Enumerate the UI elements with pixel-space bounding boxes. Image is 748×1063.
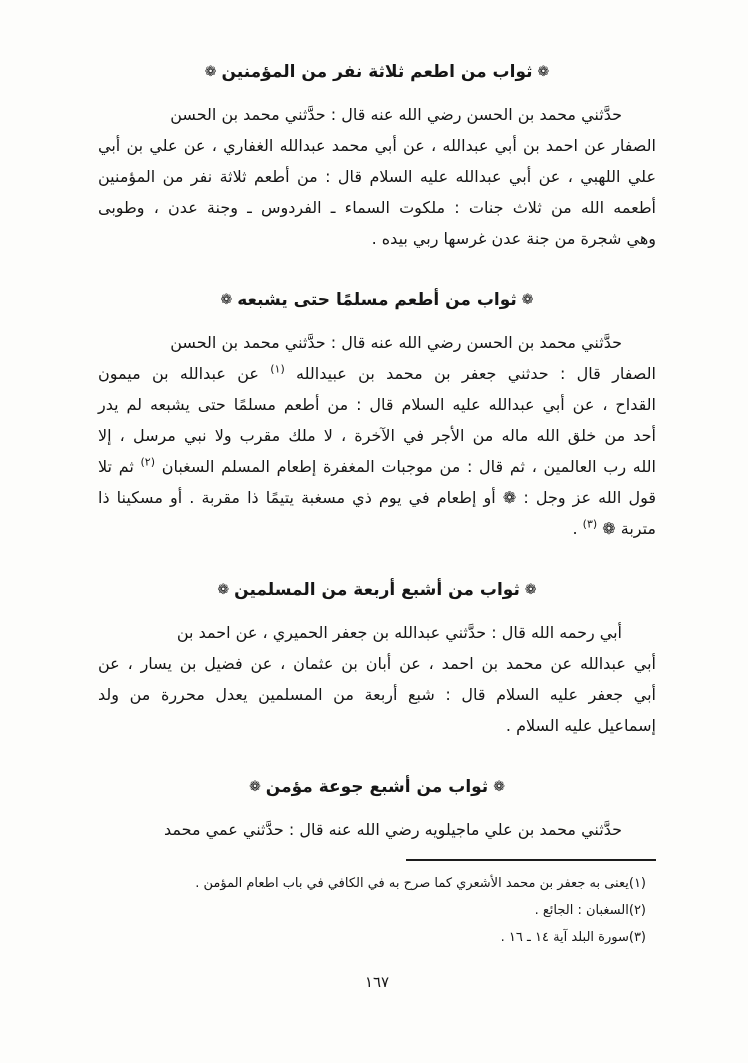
floral-ornament-icon: ❁ xyxy=(493,779,505,795)
text-line: أطعمه الله من ثلاث جنات : ملكوت السماء ـ الفردوس ـ وجنة عدن ، وطوبى xyxy=(98,198,656,217)
floral-ornament-icon: ❁ xyxy=(217,582,230,598)
text-line: قول الله عز وجل : ❁ أو إطعام في يوم ذي مسغبة يتيمًا ذا مقربة . أو مسكينا ذا xyxy=(98,488,656,507)
text-block xyxy=(98,58,656,991)
text-line: حدَّثني محمد بن الحسن رضي الله عنه قال : حدَّثني محمد بن الحسن xyxy=(170,105,622,124)
footnotes-block xyxy=(98,870,656,951)
text-line: حدَّثني محمد بن الحسن رضي الله عنه قال : حدَّثني محمد بن الحسن xyxy=(170,333,622,352)
section-reward-feeding-three-believers xyxy=(98,58,656,254)
text-line: الصفار قال : حدثني جعفر بن محمد بن عبيدالله $^{(١)}$ عن عبدالله بن ميمون xyxy=(98,362,657,383)
text-line: أبي جعفر عليه السلام قال : شبع أربعة من المسلمين يعدل محررة من ولد xyxy=(98,685,656,704)
floral-ornament-icon: ❁ xyxy=(521,292,534,308)
section-reward-satiating-four-muslims xyxy=(98,576,656,741)
hadith-paragraph xyxy=(98,814,656,845)
section-heading-text: ثواب من أشبع أربعة من المسلمين xyxy=(234,580,520,600)
floral-ornament-icon: ❁ xyxy=(249,779,261,795)
floral-ornament-icon: ❁ xyxy=(537,64,550,80)
text-line: حدَّثني محمد بن علي ماجيلويه رضي الله عنه قال : حدَّثني عمي محمد xyxy=(164,820,622,839)
text-line: الصفار عن احمد بن أبي عبدالله ، عن أبي محمد عبدالله الغفاري ، عن علي بن أبي xyxy=(98,136,656,155)
section-heading xyxy=(98,286,656,315)
footnote-2: (٢)السغبان : الجائع . xyxy=(534,903,646,918)
floral-ornament-icon: ❁ xyxy=(204,64,217,80)
section-heading xyxy=(98,576,656,605)
footnote-1: (١)يعنى به جعفر بن محمد الأشعري كما صرح به في الكافي في باب اطعام المؤمن . xyxy=(195,876,646,891)
text-line: الله رب العالمين ، ثم قال : من موجبات المغفرة إطعام المسلم السغبان $^{(٢)}$ ثم تلا xyxy=(98,455,656,476)
footnote-3: (٣)سورة البلد آية ١٤ ـ ١٦ . xyxy=(500,930,646,945)
footnote-separator xyxy=(406,859,656,861)
section-heading xyxy=(98,58,656,87)
section-heading xyxy=(98,773,656,802)
text-line: متربة ❁ $^{(٣)}$ . xyxy=(572,517,656,538)
text-line: أحد من خلق الله ماله من الأجر في الآخرة ، لا ملك مقرب ولا نبي مرسل ، إلا xyxy=(98,426,656,445)
text-line: وهي شجرة من جنة عدن غرسها ربي بيده . xyxy=(371,229,656,248)
text-line: القداح ، عن أبي عبدالله عليه السلام قال : من أطعم مسلمًا حتى يشبعه لم يدر xyxy=(98,395,656,414)
text-line: علي اللهبي ، عن أبي عبدالله عليه السلام قال : من أطعم ثلاثة نفر من المؤمنين xyxy=(98,167,656,186)
floral-ornament-icon: ❁ xyxy=(220,292,233,308)
hadith-paragraph xyxy=(98,617,656,741)
section-reward-satiating-hungry-believer xyxy=(98,773,656,845)
floral-ornament-icon: ❁ xyxy=(524,582,537,598)
text-line: أبي عبدالله عن محمد بن احمد ، عن أبان بن عثمان ، عن فضيل بن يسار ، عن xyxy=(98,654,656,673)
hadith-paragraph xyxy=(98,99,656,254)
section-heading-text: ثواب من أطعم مسلمًا حتى يشبعه xyxy=(237,290,517,310)
text-line: أبي رحمه الله قال : حدَّثني عبدالله بن جعفر الحميري ، عن احمد بن xyxy=(176,623,622,642)
section-heading-text: ثواب من أشبع جوعة مؤمن xyxy=(265,777,489,797)
section-reward-feeding-muslim-until-full xyxy=(98,286,656,544)
text-line: إسماعيل عليه السلام . xyxy=(505,716,656,735)
page-number: ١٦٧ xyxy=(364,973,390,991)
hadith-paragraph xyxy=(98,327,656,544)
section-heading-text: ثواب من اطعم ثلاثة نفر من المؤمنين xyxy=(221,62,533,82)
